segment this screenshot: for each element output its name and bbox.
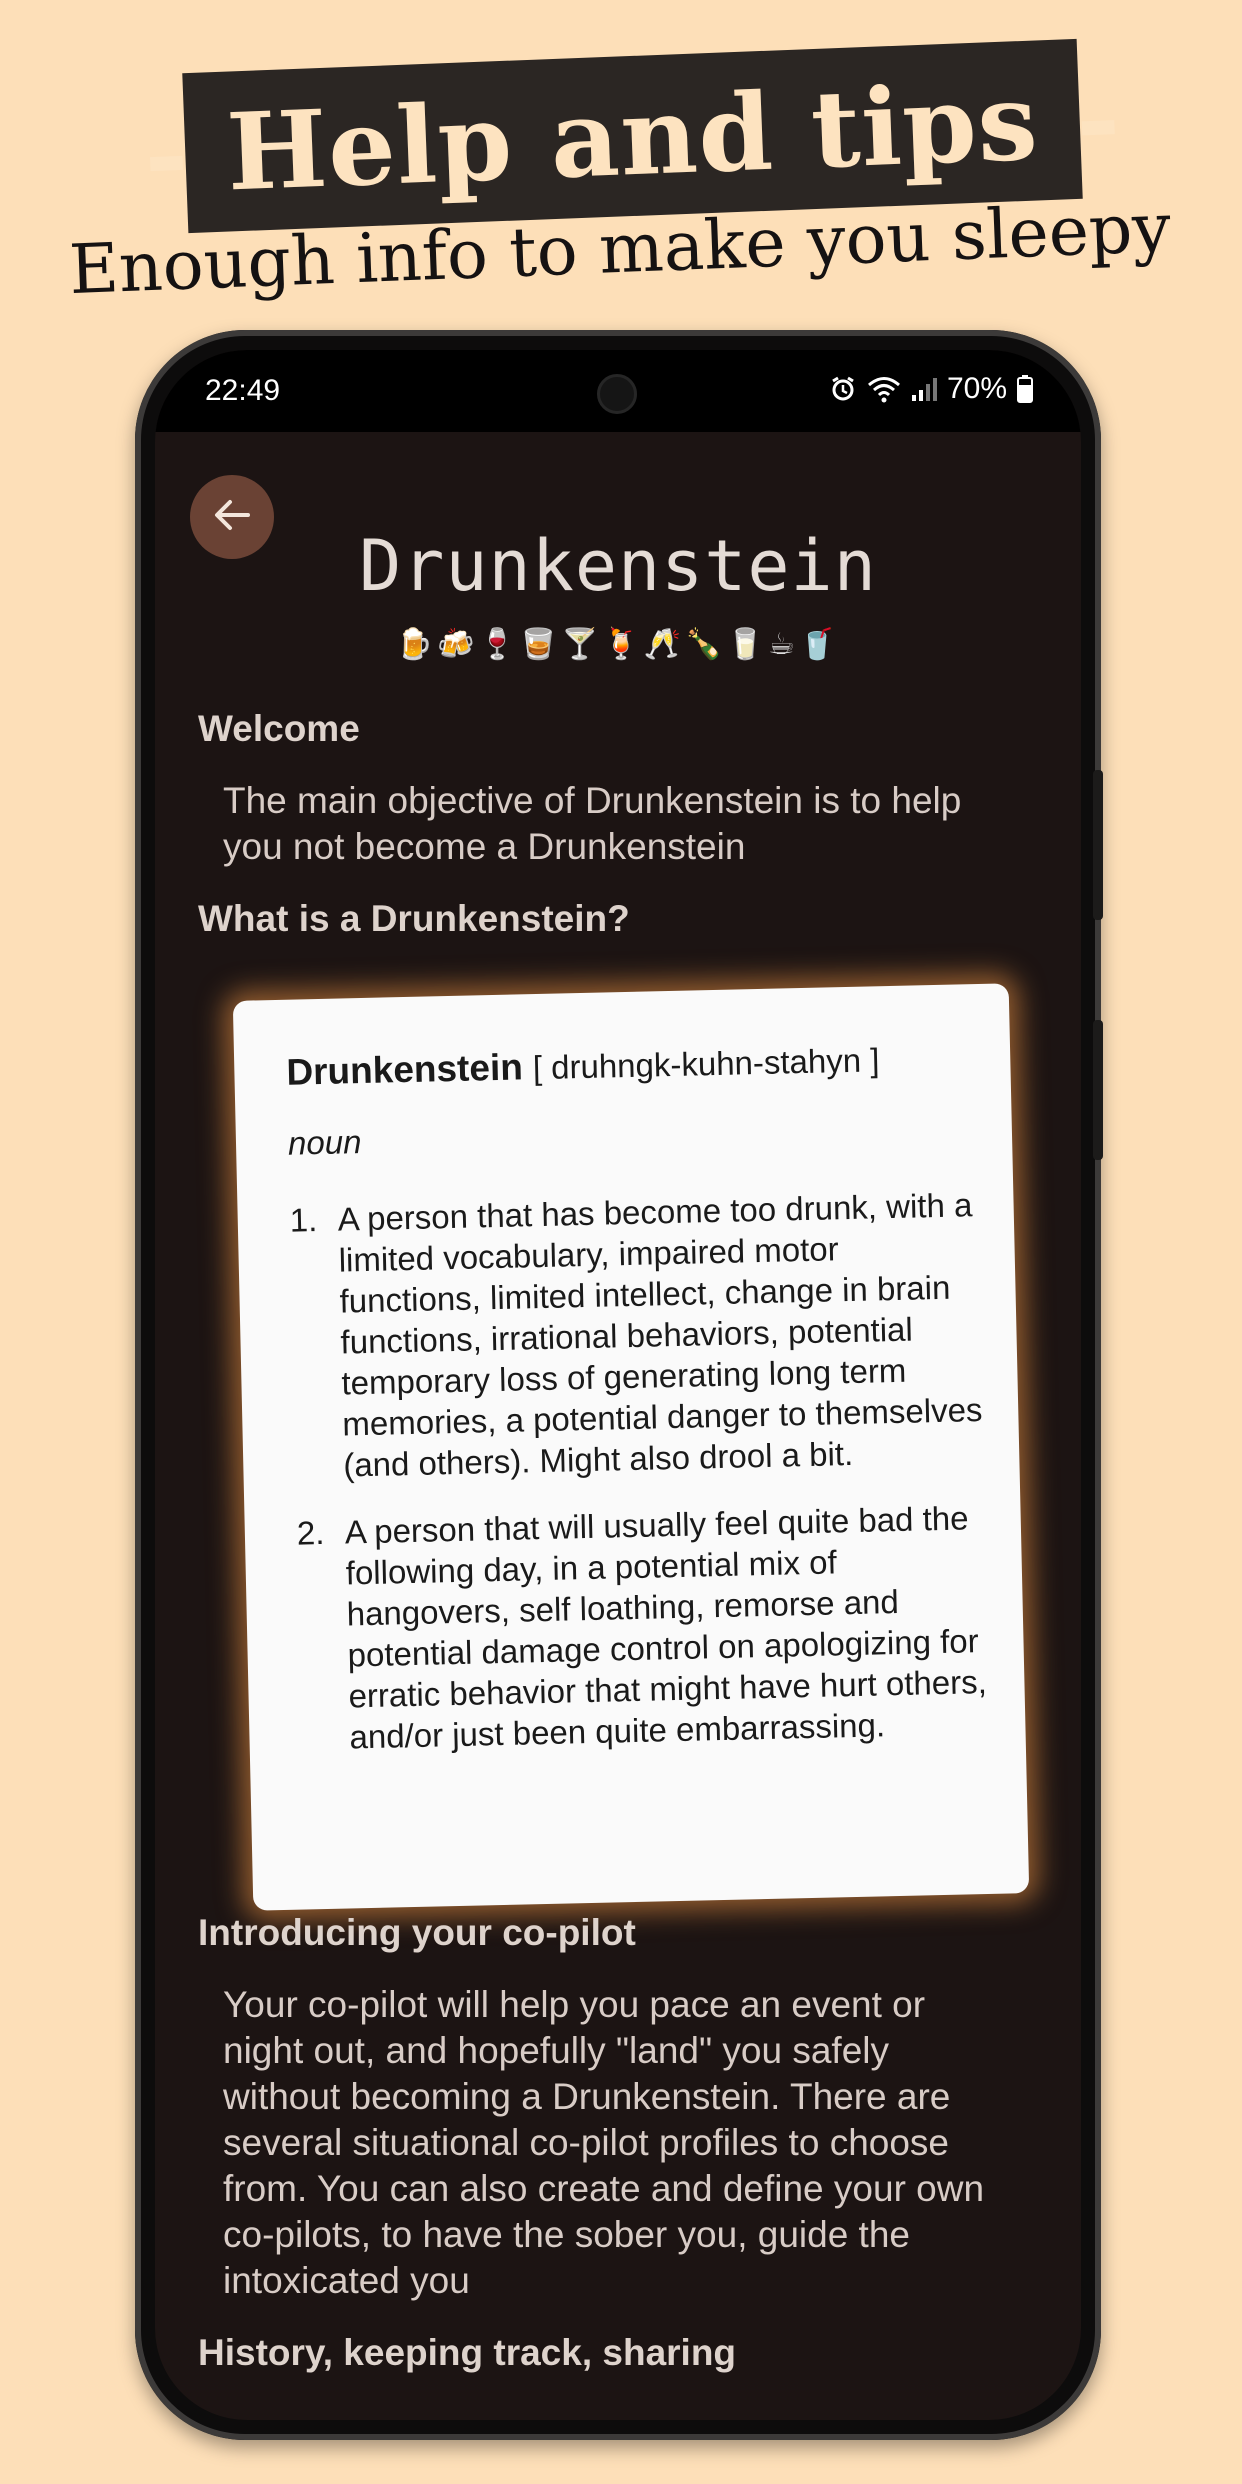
definition-number: 1. <box>289 1201 318 1239</box>
definition-term: Drunkenstein <box>285 1046 524 1093</box>
definition-list <box>289 1184 992 1785</box>
copilot-heading: Introducing your co-pilot <box>198 1912 636 1953</box>
battery-percent: 70% <box>946 372 1007 405</box>
banner-subtitle: Enough info to make you sleepy <box>67 188 1173 311</box>
status-bar <box>155 350 1081 432</box>
welcome-text: The main objective of Drunkenstein is to help you not become a Drunkenstein <box>223 780 962 867</box>
definition-card <box>233 983 1029 1910</box>
definition-word <box>286 1038 880 1093</box>
status-icons <box>829 372 1033 406</box>
definition-number: 2. <box>296 1513 325 1552</box>
app-title: Drunkenstein <box>359 525 877 607</box>
history-heading: History, keeping track, sharing <box>198 2332 737 2373</box>
definition-text: A person that has become too drunk, with a limited vocabulary, impaired motor functions, limited intellect, change in brain functions, irrational behaviors, potential temporary loss of generating long term memories, a potential danger to themselves (and others). Might also drool a bit. <box>337 1186 983 1484</box>
power-button <box>1093 1020 1103 1160</box>
definition-entry <box>296 1497 991 1759</box>
definition-part-of-speech: noun <box>287 1123 362 1162</box>
phone-frame <box>135 330 1101 2440</box>
alarm-icon <box>829 375 857 403</box>
front-camera <box>597 374 637 414</box>
banner-title: - Help and tips - <box>141 54 1124 218</box>
definition-text: A person that will usually feel quite bad the following day, in a potential mix of hangovers, self loathing, remorse and potential damage control on apologizing for erratic behavior that might have hurt others, and/or just been quite embarrassing. <box>344 1499 988 1756</box>
battery-icon <box>1017 375 1033 403</box>
signal-icon <box>911 376 937 402</box>
wifi-icon <box>867 375 901 403</box>
welcome-heading: Welcome <box>198 708 360 749</box>
promo-banner <box>0 0 1242 330</box>
what-is-heading: What is a Drunkenstein? <box>198 898 630 939</box>
status-time: 22:49 <box>205 374 281 407</box>
phone-screen <box>155 350 1081 2420</box>
definition-entry <box>289 1184 985 1487</box>
volume-button <box>1093 770 1103 920</box>
definition-pronunciation: [ druhngk-kuhn-stahyn ] <box>532 1041 880 1087</box>
drink-emoji-row: 🍺🍻🍷🥃🍸🍹🥂🍾🥛☕🥤 <box>395 627 841 662</box>
copilot-text: Your co-pilot will help you pace an event or night out, and hopefully "land" you safely without becoming a Drunkenstein. There are several situational co-pilot profiles to choose from. You can also create and define your own co-pilots, to have the sober you, guide the intoxicated you <box>223 1984 985 2301</box>
